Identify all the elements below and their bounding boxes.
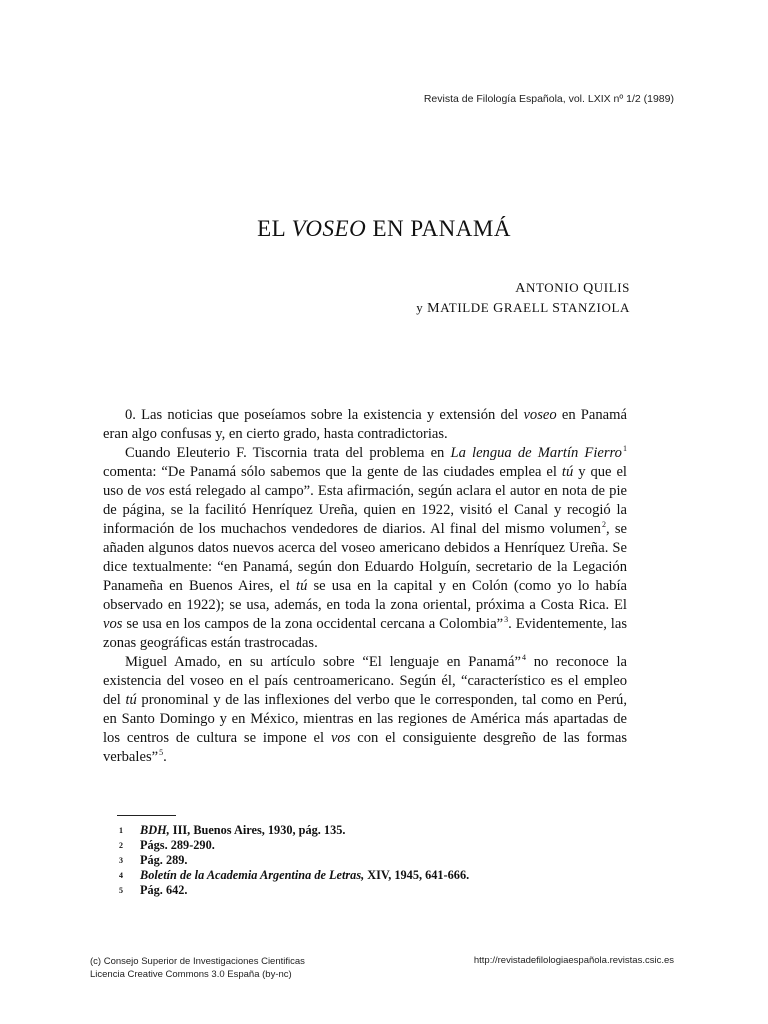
author-1: ANTONIO QUILIS [515, 280, 630, 296]
footnotes [119, 823, 469, 898]
journal-reference: Revista de Filología Española, vol. LXIX nº 1/2 (1989) [423, 93, 674, 105]
footnote-item: 2 Págs. 289-290. [119, 838, 215, 852]
copyright-line: (c) Consejo Superior de Investigaciones Cientificas [90, 956, 305, 967]
footer-copyright [90, 955, 305, 981]
footnote-ref: 1 [622, 444, 627, 454]
author-2: y MATILDE GRAELL STANZIOLA [416, 300, 630, 316]
paragraph-2: Cuando Eleuterio F. Tiscornia trata del problema en La lengua de Martín Fierro$^1$ comenta: “De Panamá sólo sabemos que la gente de las ciudades emplea el tú y que el uso de vos está relegado al campo”. Esta afirmación, según aclara el autor en nota de pie de página, se la facilitó Henríquez Ureña, quien en 1922, visitó el Canal y recogió la información de los muchachos vendedores de diarios. Al final del mismo volumen$^2$, se añaden algunos datos nuevos acerca del voseo americano debidos a Henríquez Ureña. Se dice textualmente: “en Panamá, según don Eduardo Holguín, secretario de la Legación Panameña en Buenos Aires, el tú se usa en la capital y en Colón (como yo lo había observado en 1922); se usa, además, en toda la zona oriental, próxima a Costa Rica. El vos se usa en los campos de la zona occidental cercana a Colombia”$^3$. Evidentemente, las zonas geográficas están trastrocadas. [103, 444, 627, 651]
paragraph-3: Miguel Amado, en su artículo sobre “El lenguaje en Panamá”$^4$ no reconoce la existencia del voseo en el país centroamericano. Según él, “característico es el empleo del tú pronominal y de las inflexiones del verbo que le corresponden, tal como en Perú, en Santo Domingo y en México, mientras en las regiones de América más apartadas de los centros de cultura se impone el vos con el consiguiente desgreño de las formas verbales”$^5$. [103, 653, 628, 765]
footnote-separator [117, 815, 176, 816]
footnote-ref: 4 [521, 653, 526, 663]
license-line: Licencia Creative Commons 3.0 España (by-nc) [90, 969, 292, 980]
footnote-ref: 2 [601, 520, 606, 530]
footnote-ref: 3 [504, 615, 509, 625]
paragraph-1: 0. Las noticias que poseíamos sobre la existencia y extensión del voseo en Panamá eran algo confusas y, en cierto grado, hasta contradictorias. [103, 407, 627, 442]
article-title: EL VOSEO EN PANAMÁ [257, 216, 511, 241]
footnote-item: 1 BDH, III, Buenos Aires, 1930, pág. 135. [119, 823, 346, 837]
footnote-item: 5 Pág. 642. [119, 883, 188, 897]
body-text [103, 406, 627, 767]
author-block [416, 278, 630, 318]
footnote-item: 4 Boletín de la Academia Argentina de Letras, XIV, 1945, 641-666. [119, 868, 470, 882]
footer-url[interactable]: http://revistadefilologiaespañola.revistas.csic.es [473, 955, 674, 966]
footnote-ref: 5 [159, 748, 164, 758]
footnote-item: 3 Pág. 289. [119, 853, 188, 867]
